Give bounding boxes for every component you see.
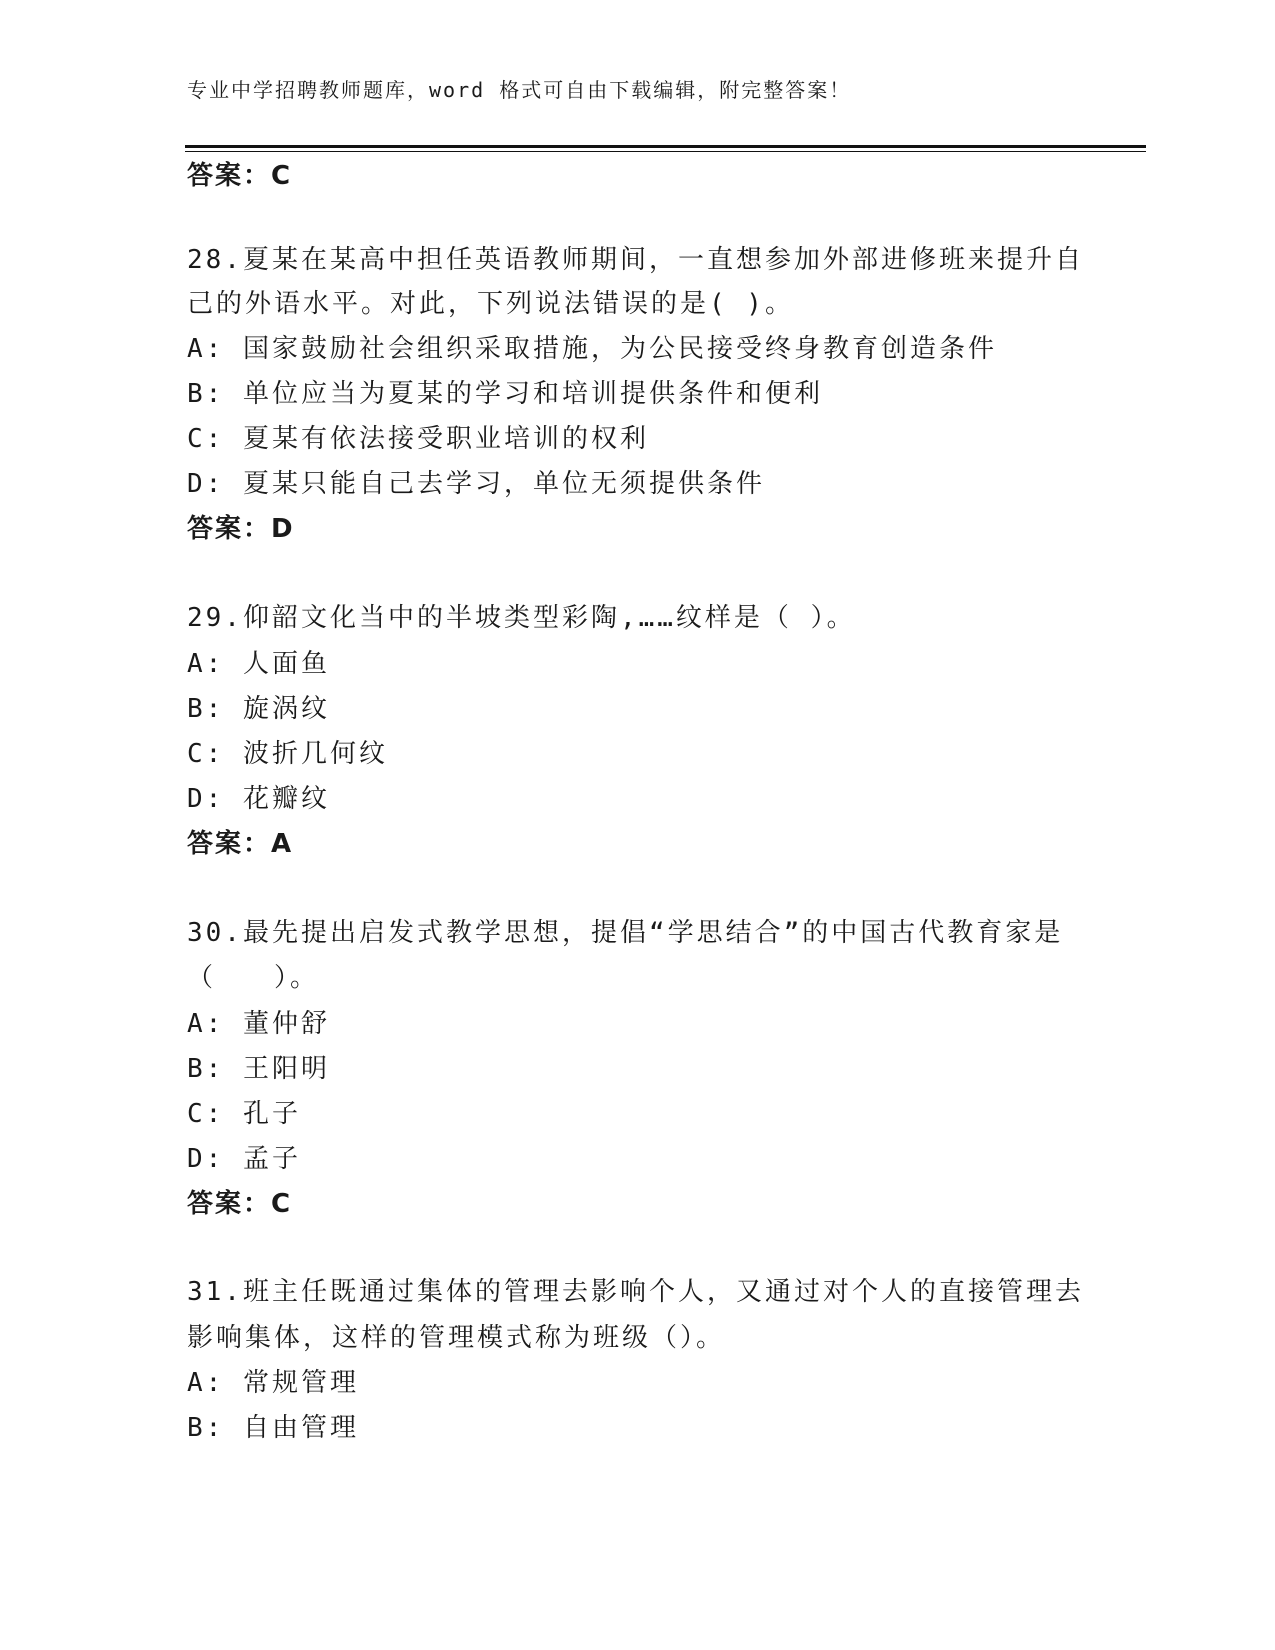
question-28-line-2: 己的外语水平。对此，下列说法错误的是( )。	[187, 289, 794, 319]
question-31-line-1: 31.班主任既通过集体的管理去影响个人，又通过对个人的直接管理去	[187, 1277, 1084, 1307]
question-30-line-2: （ ）。	[187, 963, 320, 993]
header-rule-thick	[185, 145, 1146, 148]
question-29-option-a: A: 人面鱼	[187, 649, 330, 679]
answer-30: 答案：C	[187, 1189, 293, 1219]
header-rule-thin	[185, 151, 1146, 152]
answer-29: 答案：A	[187, 829, 294, 859]
question-30-option-b: B: 王阳明	[187, 1054, 330, 1084]
question-28-option-b: B: 单位应当为夏某的学习和培训提供条件和便利	[187, 379, 823, 409]
question-30-option-a: A: 董仲舒	[187, 1009, 330, 1039]
question-31-option-a: A: 常规管理	[187, 1368, 359, 1398]
question-30-option-c: C: 孔子	[187, 1099, 301, 1129]
question-30-line-1: 30.最先提出启发式教学思想，提倡“学思结合”的中国古代教育家是	[187, 918, 1064, 948]
question-28-option-c: C: 夏某有依法接受职业培训的权利	[187, 424, 649, 454]
question-28-option-d: D: 夏某只能自己去学习，单位无须提供条件	[187, 469, 765, 499]
answer-27: 答案：C	[187, 161, 293, 191]
question-30-option-d: D: 孟子	[187, 1144, 301, 1174]
answer-28: 答案：D	[187, 514, 295, 544]
question-28-line-1: 28.夏某在某高中担任英语教师期间，一直想参加外部进修班来提升自	[187, 245, 1084, 275]
question-31-line-2: 影响集体，这样的管理模式称为班级（）。	[187, 1323, 726, 1353]
question-28-option-a: A: 国家鼓励社会组织采取措施，为公民接受终身教育创造条件	[187, 334, 997, 364]
question-29-option-d: D: 花瓣纹	[187, 784, 330, 814]
question-29-option-c: C: 波折几何纹	[187, 739, 388, 769]
page-header: 专业中学招聘教师题库，word 格式可自由下载编辑，附完整答案！	[187, 78, 852, 102]
question-29-option-b: B: 旋涡纹	[187, 694, 330, 724]
question-31-option-b: B: 自由管理	[187, 1413, 359, 1443]
question-29-line-1: 29.仰韶文化当中的半坡类型彩陶,……纹样是（ ）。	[187, 603, 856, 633]
